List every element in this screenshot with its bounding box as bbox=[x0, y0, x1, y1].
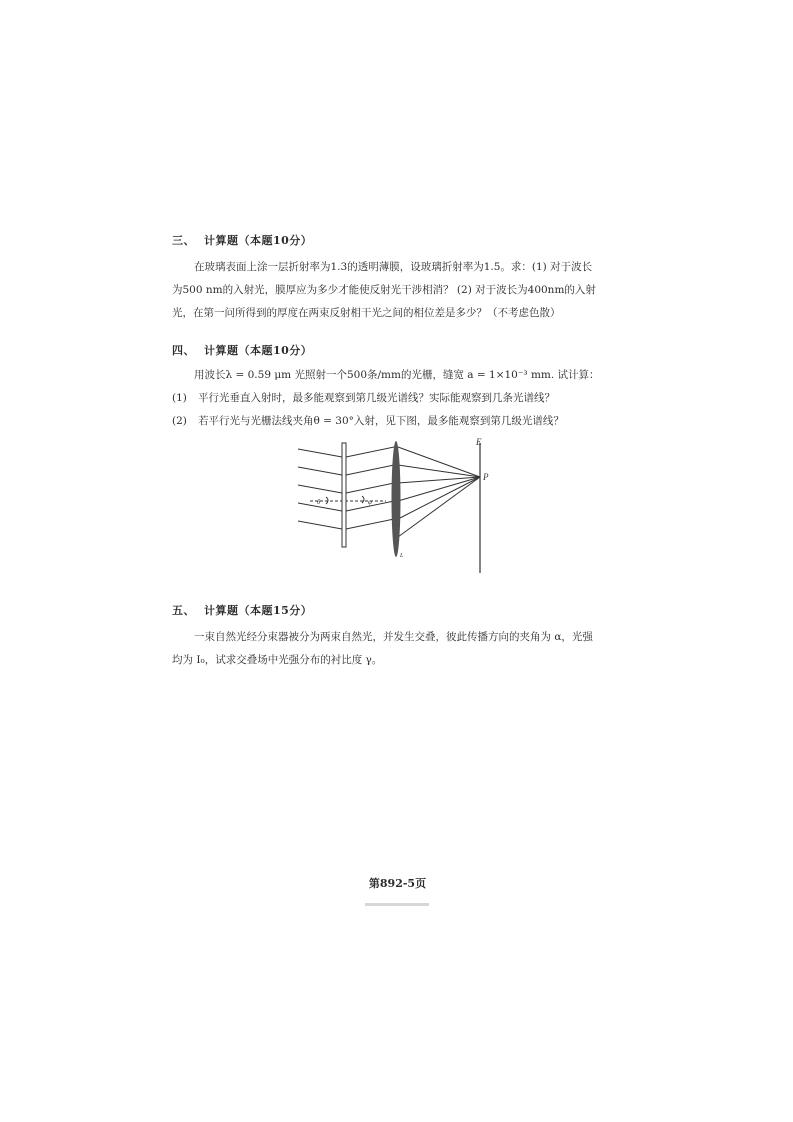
item-text: 平行光垂直入射时，最多能观察到第几级光谱线？实际能观察到几条光谱线？ bbox=[198, 392, 555, 404]
diffracted-ray bbox=[346, 519, 394, 529]
focused-ray bbox=[398, 477, 480, 537]
diffracted-ray bbox=[346, 483, 394, 493]
question-3-title: 计算题（本题10分） bbox=[204, 234, 313, 247]
question-5-line: 均为 I₀，试求交叠场中光强分布的衬比度 γ。 bbox=[172, 654, 383, 666]
question-5-title: 计算题（本题15分） bbox=[204, 604, 313, 617]
grating bbox=[342, 443, 346, 547]
question-3 bbox=[172, 232, 642, 325]
focused-ray bbox=[398, 477, 480, 501]
question-4-number: 四、 bbox=[172, 344, 195, 357]
question-3-line: 在玻璃表面上涂一层折射率为1.3的透明薄膜，设玻璃折射率为1.5。求：(1) 对于波长 bbox=[194, 261, 593, 273]
diffracted-ray bbox=[346, 447, 394, 457]
point-label: P bbox=[483, 472, 489, 482]
incident-ray bbox=[298, 521, 342, 529]
focused-ray bbox=[398, 447, 480, 477]
focused-ray bbox=[398, 477, 480, 519]
item-number: (1) bbox=[172, 392, 187, 404]
incident-ray bbox=[298, 467, 342, 475]
question-3-number: 三、 bbox=[172, 234, 195, 247]
grating-diagram bbox=[290, 435, 510, 577]
question-4-item-2 bbox=[172, 410, 642, 433]
item-text: 若平行光与光栅法线夹角θ = 30°入射，见下图，最多能观察到第几级光谱线？ bbox=[198, 415, 564, 427]
question-3-heading bbox=[172, 232, 642, 248]
diffracted-ray bbox=[346, 465, 394, 475]
question-5-body bbox=[172, 626, 642, 672]
question-3-body bbox=[172, 256, 642, 325]
question-3-line: 光，在第一问所得到的厚度在两束反射相干光之间的相位差是多少？（不考虑色散） bbox=[172, 307, 561, 319]
page-number: 第892-5页 bbox=[368, 877, 427, 890]
lens-label: L bbox=[400, 553, 404, 559]
question-4-item-1 bbox=[172, 387, 642, 410]
incident-ray bbox=[298, 485, 342, 493]
incident-ray bbox=[298, 449, 342, 457]
question-5-number: 五、 bbox=[172, 604, 195, 617]
lens bbox=[392, 441, 401, 557]
question-4-body bbox=[172, 364, 642, 433]
diffraction-angle-label: φ bbox=[368, 498, 372, 506]
diffraction-angle-arc bbox=[362, 496, 364, 503]
question-4-title: 计算题（本题10分） bbox=[204, 344, 313, 357]
question-5-line: 一束自然光经分束器被分为两束自然光，并发生交叠，彼此传播方向的夹角为 α，光强 bbox=[194, 631, 593, 643]
question-3-line: 为500 nm的入射光，膜厚应为多少才能使反射光干涉相消？ (2) 对于波长为400nm的入射 bbox=[172, 284, 596, 296]
screen-label: E bbox=[476, 437, 482, 447]
page-footer bbox=[0, 875, 793, 891]
question-5 bbox=[172, 602, 642, 672]
question-4-heading bbox=[172, 342, 642, 358]
question-4-intro: 用波长λ = 0.59 μm 光照射一个500条/mm的光栅，缝宽 a = 1×10⁻³ mm. 试计算： bbox=[194, 369, 600, 381]
focused-ray bbox=[398, 465, 480, 477]
incident-angle-label: θ bbox=[317, 498, 321, 506]
question-4 bbox=[172, 342, 642, 433]
item-number: (2) bbox=[172, 415, 187, 427]
question-5-heading bbox=[172, 602, 642, 618]
scan-artifact bbox=[365, 903, 429, 906]
focused-ray bbox=[398, 477, 480, 483]
